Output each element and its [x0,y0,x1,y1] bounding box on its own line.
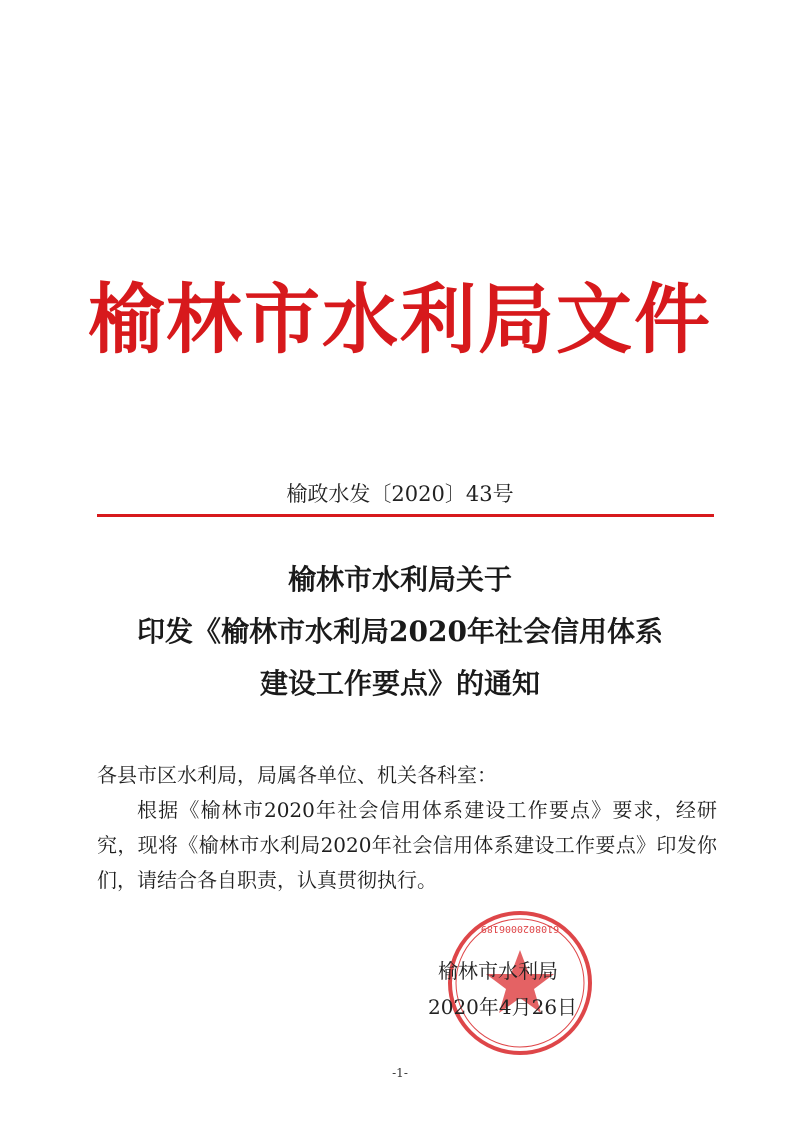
document-header-title: 榆林市水利局文件 [88,275,712,364]
body-paragraph: 根据《榆林市2020年社会信用体系建设工作要点》要求，经研究，现将《榆林市水利局2020年社会信用体系建设工作要点》印发你们，请结合各自职责，认真贯彻执行。 [97,798,717,892]
notice-title [0,554,800,710]
notice-body [97,758,717,898]
signature-date: 2020年4月26日 [428,995,578,1019]
signature-organization: 榆林市水利局 [438,959,558,983]
page-number: -1- [392,1066,408,1080]
notice-title-line: 印发《榆林市水利局2020年社会信用体系 [137,615,663,648]
notice-title-line: 建设工作要点》的通知 [259,667,540,700]
salutation: 各县市区水利局，局属各单位、机关各科室： [97,763,497,787]
notice-title-line: 榆林市水利局关于 [287,563,512,596]
red-divider-line [97,514,714,517]
svg-text:6108020006189: 6108020006189 [480,923,560,934]
document-number: 榆政水发〔2020〕43号 [286,482,514,506]
